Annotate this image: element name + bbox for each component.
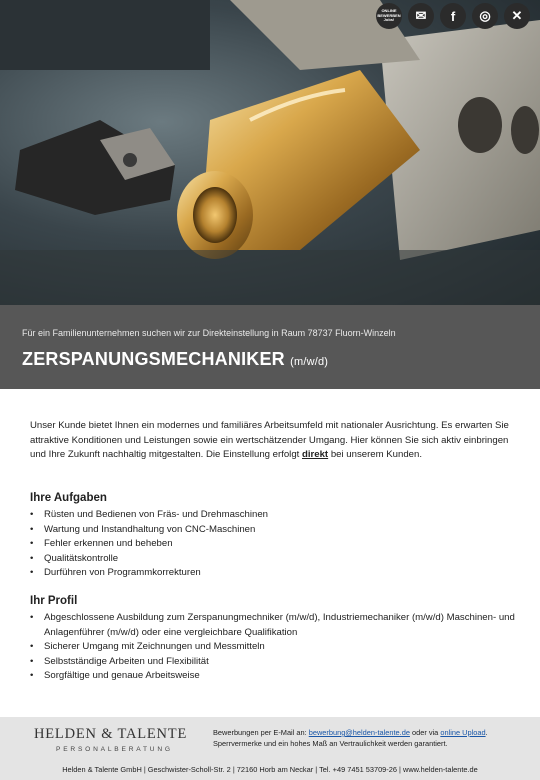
footer (0, 717, 540, 780)
list-item: • Wartung und Instandhaltung von CNC-Maschinen (30, 523, 520, 538)
jobs-label: Jobs! (383, 17, 395, 23)
contact-info (213, 727, 533, 749)
company-logo (34, 726, 187, 753)
direkt-emphasis: direkt (302, 449, 329, 460)
intro-text: Für ein Familienunternehmen suchen wir zur Direkteinstellung in Raum 78737 Fluorn-Winzeln (22, 328, 396, 338)
list-item: • Durführen von Programmkorrekturen (30, 566, 520, 581)
list-item: • Sicherer Umgang mit Zeichnungen und Messmitteln (30, 640, 520, 655)
hero-image (0, 0, 540, 305)
online-label: ONLINE (381, 8, 397, 14)
profil-list (30, 611, 520, 684)
xing-glyph: ✕ (511, 8, 523, 23)
list-item: • Selbstständige Arbeiten und Flexibilität (30, 655, 520, 670)
job-title: ZERSPANUNGSMECHANIKER (22, 349, 285, 369)
aufgaben-list (30, 508, 520, 581)
profil-heading: Ihr Profil (30, 595, 78, 607)
instagram-icon[interactable] (472, 3, 498, 29)
logo-subtitle: PERSONALBERATUNG (56, 746, 173, 753)
mail-icon[interactable] (408, 3, 434, 29)
description-end: bei unserem Kunden. (330, 449, 423, 460)
gender-suffix: (m/w/d) (290, 356, 329, 368)
xing-icon[interactable] (504, 3, 530, 29)
bewerben-label: BEWERBEN (377, 12, 401, 18)
confidentiality-note: Sperrvermerke und ein hohes Maß an Vertraulichkeit werden garantiert. (213, 739, 448, 748)
contact-prefix: Bewerbungen per E-Mail an: (213, 728, 307, 737)
list-item: • Qualitätskontrolle (30, 552, 520, 567)
online-upload-link[interactable]: online Upload (440, 728, 486, 737)
list-item: • Sorgfältige und genaue Arbeitsweise (30, 669, 520, 684)
contact-end: . (485, 728, 488, 737)
title-band (0, 305, 540, 389)
facebook-icon[interactable] (440, 3, 466, 29)
contact-mid: oder via (412, 728, 439, 737)
description-text: Unser Kunde bietet Ihnen ein modernes und familiäres Arbeitsumfeld mit nationaler Ausrichtung. Es erwarten Sie attraktive Konditionen und Leistungen sowie ein wertschätzender Umgang. Hier können Sie sich aktiv einbringen und Ihre Zukunft nachhaltig mitgestalten. Die Einstellung erfolgt (30, 420, 509, 460)
list-item: • Rüsten und Bedienen von Fräs- und Drehmaschinen (30, 508, 520, 523)
email-link[interactable]: bewerbung@helden-talente.de (308, 728, 410, 737)
cnc-machining-illustration (0, 0, 540, 305)
logo-name: HELDEN & TALENTE (34, 726, 188, 742)
online-bewerben-button[interactable] (376, 3, 402, 29)
facebook-glyph: f (450, 8, 456, 24)
list-item: • Abgeschlossene Ausbildung zum Zerspanungmechniker (m/w/d), Industriemechaniker (m/w/d) Maschinen- und Anlagenführer (m/w/d) oder eine vergleichbare Qualifikation (30, 611, 520, 640)
page-title (22, 349, 328, 370)
list-item: • Fehler erkennen und beheben (30, 537, 520, 552)
instagram-glyph: ◎ (479, 8, 491, 23)
mail-glyph: ✉ (415, 8, 427, 23)
company-address: Helden & Talente GmbH | Geschwister-Scholl-Str. 2 | 72160 Horb am Neckar | Tel. +49 7451 53709-26 | www.helden-talente.de (62, 765, 478, 774)
social-bar (376, 3, 530, 29)
job-description (30, 419, 515, 463)
aufgaben-heading: Ihre Aufgaben (30, 492, 107, 504)
